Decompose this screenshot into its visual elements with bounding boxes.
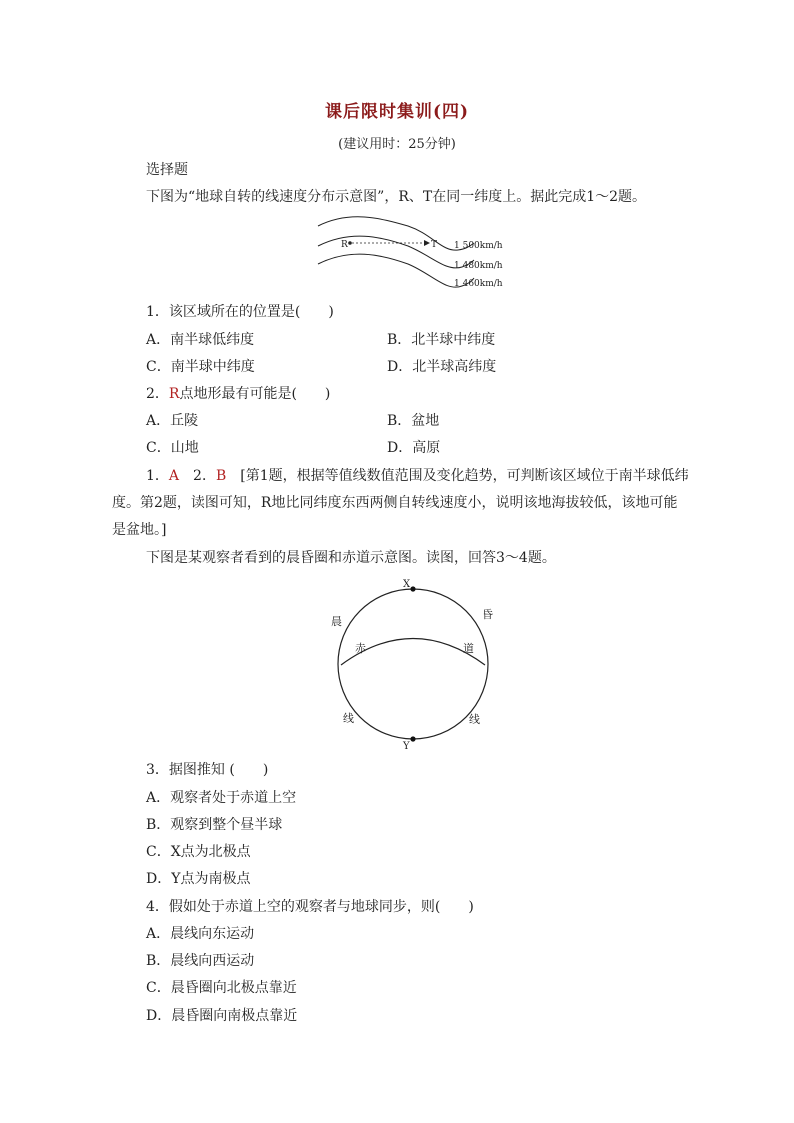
q3-option-c: C．X点为北极点: [146, 844, 251, 860]
isoline-1460: [318, 254, 474, 287]
q3-option-a: A．观察者处于赤道上空: [146, 790, 297, 806]
point-y-dot: [410, 736, 415, 741]
answer-line-3: 是盆地。]: [112, 522, 167, 538]
label-chi: 赤: [355, 642, 366, 655]
point-x-label: X: [403, 579, 411, 590]
q4-option-a: A．晨线向东运动: [146, 926, 255, 942]
label-hun: 昏: [482, 608, 493, 621]
label-xian-left: 线: [343, 712, 354, 725]
point-x-dot: [410, 586, 415, 591]
label-dao: 道: [463, 642, 474, 655]
q1-option-b: B．北半球中纬度: [387, 332, 496, 348]
suggested-time: (建议用时：25分钟): [338, 137, 456, 152]
q2-number: 2．: [146, 386, 169, 402]
q1-stem: 1．该区域所在的位置是( ): [146, 304, 334, 320]
point-t-label: T: [431, 240, 438, 250]
terminator-figure: [325, 572, 500, 752]
intro-q1-2: 下图为“地球自转的线速度分布示意图”，R、T在同一纬度上。据此完成1～2题。: [146, 189, 647, 205]
q3-option-d: D．Y点为南极点: [146, 871, 251, 887]
answer-num-2: 2．: [179, 468, 216, 484]
section-label: 选择题: [146, 162, 188, 178]
label-1480: 1 480km/h: [454, 261, 503, 271]
q2-option-c: C．山地: [146, 440, 199, 456]
answer-line-1: [146, 466, 689, 486]
point-r-dot: [348, 241, 352, 245]
q4-option-b: B．晨线向西运动: [146, 953, 255, 969]
q1-option-a: A．南半球低纬度: [146, 332, 255, 348]
q2-option-b: B．盆地: [387, 413, 440, 429]
q2-stem: [146, 384, 330, 404]
q1-option-d: D．北半球高纬度: [387, 359, 497, 375]
q2-option-d: D．高原: [387, 440, 441, 456]
page-title: 课后限时集训(四): [324, 102, 470, 122]
q3-option-b: B．观察到整个昼半球: [146, 817, 283, 833]
q4-option-c: C．晨昏圈向北极点靠近: [146, 980, 297, 996]
label-chen: 晨: [331, 615, 342, 628]
intro-q3-4: 下图是某观察者看到的晨昏圈和赤道示意图。读图，回答3～4题。: [146, 550, 556, 566]
velocity-lines-figure: [310, 212, 510, 298]
terminator-circle: [338, 589, 488, 739]
q2-stem-rest: 点地形最有可能是( ): [179, 386, 331, 402]
q4-option-d: D．晨昏圈向南极点靠近: [146, 1008, 298, 1024]
q1-option-c: C．南半球中纬度: [146, 359, 255, 375]
label-1500: 1 500km/h: [454, 241, 503, 251]
answer-2: B: [215, 468, 227, 484]
answer-explanation-1: [第1题，根据等值线数值范围及变化趋势，可判断该区域位于南半球低纬: [226, 468, 689, 484]
q3-stem: 3．据图推知 ( ): [146, 762, 269, 778]
answer-num-1: 1．: [146, 468, 169, 484]
label-1460: 1 460km/h: [454, 279, 503, 289]
q2-option-a: A．丘陵: [146, 413, 199, 429]
point-r-label: R: [341, 240, 348, 250]
q2-point-r: R: [168, 386, 180, 402]
point-y-label: Y: [403, 741, 410, 752]
arrowhead: [424, 240, 430, 246]
answer-line-2: 度。第2题，读图可知，R地比同纬度东西两侧自转线速度小，说明该地海拔较低，该地可能: [112, 495, 678, 511]
q4-stem: 4．假如处于赤道上空的观察者与地球同步，则( ): [146, 899, 474, 915]
answer-1: A: [168, 468, 180, 484]
label-xian-right: 线: [469, 713, 480, 726]
